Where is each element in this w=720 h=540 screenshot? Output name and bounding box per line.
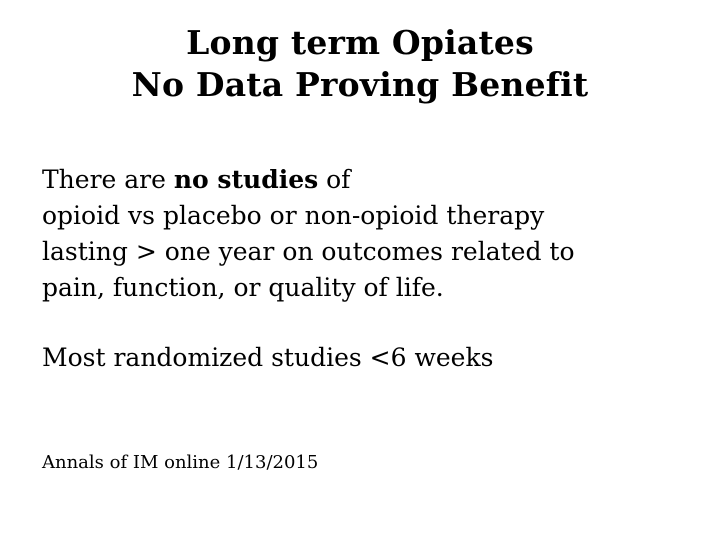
body-line-2: opioid vs placebo or non-opioid therapy bbox=[42, 201, 545, 230]
emphasis-no-studies: no studies bbox=[173, 165, 319, 194]
body-line-1-start: There are bbox=[42, 165, 174, 194]
title-line-1: Long term Opiates bbox=[186, 23, 534, 62]
randomized-studies-text: Most randomized studies <6 weeks bbox=[42, 343, 494, 372]
body-line-4: pain, function, or quality of life. bbox=[42, 273, 444, 302]
slide-title bbox=[60, 22, 660, 106]
body-line-1 bbox=[42, 162, 682, 198]
body-line-1-end: of bbox=[318, 165, 351, 194]
source-citation: Annals of IM online 1/13/2015 bbox=[42, 452, 319, 473]
body-paragraph-randomized bbox=[42, 340, 682, 376]
body-paragraph-studies bbox=[42, 162, 682, 306]
body-line-3: lasting > one year on outcomes related to bbox=[42, 237, 575, 266]
title-line-2: No Data Proving Benefit bbox=[131, 65, 589, 104]
